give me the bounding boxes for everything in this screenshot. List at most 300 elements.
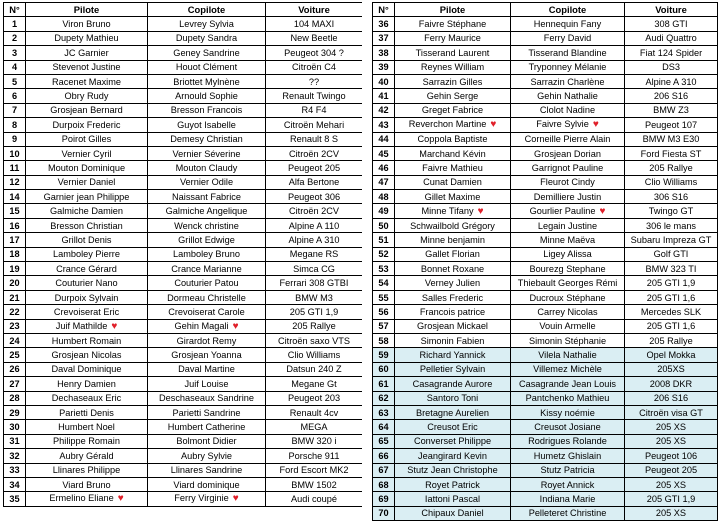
cell-copilot-text: Girardot Remy [176, 335, 237, 346]
cell-pilot [395, 175, 511, 189]
cell-number [4, 218, 26, 232]
cell-copilot [511, 449, 625, 463]
cell-car [625, 233, 718, 247]
cell-pilot-text: Stutz Jean Christophe [407, 465, 498, 476]
cell-number-text: 58 [378, 335, 389, 346]
cell-pilot [395, 204, 511, 218]
cell-car-text: Subaru Impreza GT [630, 234, 712, 245]
cell-copilot [511, 477, 625, 491]
cell-copilot [511, 305, 625, 319]
cell-car-text: 205 GTI 1,6 [646, 292, 696, 303]
cell-number [4, 190, 26, 204]
cell-pilot-text: Bretagne Aurelien [415, 407, 490, 418]
cell-pilot [26, 420, 148, 434]
cell-number-text: 61 [378, 378, 389, 389]
cell-number [373, 434, 395, 448]
heart-icon: ♥ [599, 205, 606, 217]
table-row [4, 118, 363, 132]
cell-car-text: 205 GTI 1,9 [289, 306, 339, 317]
cell-car-text: Opel Mokka [646, 350, 696, 361]
cell-copilot-text: Tisserand Blandine [528, 47, 607, 58]
cell-copilot-text: Crevoiserat Carole [168, 306, 245, 317]
table-body-left [4, 17, 363, 506]
cell-number [373, 89, 395, 103]
cell-car [266, 103, 363, 117]
table-row [4, 348, 363, 362]
table-row [373, 204, 718, 218]
cell-number [4, 247, 26, 261]
cell-copilot-text: Grillot Edwige [178, 234, 235, 245]
cell-copilot [511, 391, 625, 405]
cell-pilot [395, 132, 511, 146]
table-row [4, 477, 363, 491]
cell-copilot [148, 305, 266, 319]
cell-copilot [148, 492, 266, 506]
cell-copilot [511, 118, 625, 132]
cell-car [625, 449, 718, 463]
cell-copilot-text: Minne Maëva [539, 234, 596, 245]
cell-pilot-text: Bresson Christian [50, 220, 123, 231]
cell-pilot [26, 319, 148, 333]
cell-copilot [511, 492, 625, 506]
cell-number-text: 16 [9, 220, 20, 231]
cell-number-text: 46 [378, 162, 389, 173]
cell-car-text: BMW 320 i [291, 436, 337, 447]
cell-copilot-text: Mouton Claudy [175, 162, 238, 173]
cell-pilot-text: Aubry Gérald [59, 450, 114, 461]
cell-number-text: 65 [378, 436, 389, 447]
table-body-right [373, 17, 718, 521]
cell-copilot-text: Hennequin Fany [533, 19, 602, 30]
table-row [373, 420, 718, 434]
cell-pilot-text: Schwailbold Grégory [410, 220, 495, 231]
cell-number [373, 103, 395, 117]
cell-pilot [395, 463, 511, 477]
table-row [4, 492, 363, 506]
cell-copilot-text: Couturier Patou [174, 278, 239, 289]
cell-copilot [148, 204, 266, 218]
cell-car-text: New Beetle [290, 33, 338, 44]
heart-icon: ♥ [232, 493, 239, 505]
table-row [4, 46, 363, 60]
cell-number [373, 463, 395, 477]
cell-car [266, 276, 363, 290]
cell-pilot-text: Llinares Philippe [52, 465, 121, 476]
cell-car-text: 205 XS [655, 508, 687, 519]
heart-icon: ♥ [477, 205, 484, 217]
cell-pilot [26, 290, 148, 304]
cell-car [625, 247, 718, 261]
cell-copilot-text: Houot Clément [175, 62, 238, 73]
cell-car [625, 333, 718, 347]
cell-number-text: 7 [11, 105, 18, 116]
cell-pilot [26, 204, 148, 218]
cell-pilot-text: Jeangirard Kevin [418, 450, 487, 461]
cell-car [625, 146, 718, 160]
cell-copilot-text: Guyot Isabelle [177, 119, 236, 130]
cell-pilot [395, 319, 511, 333]
cell-copilot-text: Vilela Nathalie [538, 350, 597, 361]
table-row [4, 60, 363, 74]
cell-pilot [26, 262, 148, 276]
table-row [373, 477, 718, 491]
cell-number [373, 146, 395, 160]
cell-car-text: 2008 DKR [649, 378, 693, 389]
cell-copilot-text: Vernier Séverine [172, 148, 241, 159]
cell-number-text: 37 [378, 33, 389, 44]
cell-car-text: Alpine A 310 [288, 234, 340, 245]
table-row [373, 333, 718, 347]
cell-number-text: 57 [378, 321, 389, 332]
cell-copilot [148, 31, 266, 45]
cell-pilot [26, 247, 148, 261]
table-row [373, 146, 718, 160]
cell-pilot-text: Parietti Denis [59, 407, 114, 418]
cell-number [4, 175, 26, 189]
cell-car-text: 206 S16 [653, 393, 689, 404]
cell-copilot-text: Llinares Sandrine [170, 465, 243, 476]
cell-copilot-text: Crance Marianne [171, 263, 242, 274]
cell-number-text: 20 [9, 278, 20, 289]
cell-number-text: 47 [378, 177, 389, 188]
table-row [373, 305, 718, 319]
cell-copilot [148, 103, 266, 117]
cell-car [625, 103, 718, 117]
cell-car [266, 204, 363, 218]
cell-car [625, 492, 718, 506]
cell-car [625, 118, 718, 132]
cell-number [373, 190, 395, 204]
cell-pilot [26, 218, 148, 232]
cell-number-text: 1 [11, 19, 18, 30]
cell-number-text: 3 [11, 47, 18, 58]
cell-pilot-text: Gallet Florian [425, 249, 480, 260]
cell-pilot-text: Marchand Kévin [419, 148, 486, 159]
cell-car [266, 17, 363, 31]
cell-car [625, 175, 718, 189]
cell-number-text: 64 [378, 422, 389, 433]
cell-copilot [148, 89, 266, 103]
table-row [373, 449, 718, 463]
cell-copilot-text: Daval Martine [178, 364, 235, 375]
cell-car-text: Citroën 2CV [288, 206, 340, 217]
cell-copilot [511, 204, 625, 218]
cell-copilot [148, 449, 266, 463]
cell-pilot-text: Poirot Gilles [61, 134, 112, 145]
cell-pilot [26, 103, 148, 117]
table-row [4, 74, 363, 88]
cell-pilot [26, 463, 148, 477]
table-row [373, 319, 718, 333]
cell-pilot-text: Durpoix Sylvain [54, 292, 119, 303]
cell-copilot [148, 362, 266, 376]
cell-car [266, 362, 363, 376]
cell-number-text: 15 [9, 206, 20, 217]
cell-pilot-text: Dupety Mathieu [54, 33, 119, 44]
cell-pilot-text: Salles Frederic [421, 292, 484, 303]
cell-car-text: BMW Z3 [653, 105, 689, 116]
cell-car-text: Peugeot 203 [287, 393, 341, 404]
table-row [373, 362, 718, 376]
table-row [4, 247, 363, 261]
cell-number-text: 67 [378, 465, 389, 476]
table-row [4, 362, 363, 376]
cell-pilot-text: Iattoni Pascal [424, 493, 481, 504]
cell-number-text: 59 [378, 350, 389, 361]
cell-pilot-text: Cunat Damien [423, 177, 482, 188]
table-row [373, 290, 718, 304]
header-car: Voiture [266, 3, 363, 17]
cell-car [266, 89, 363, 103]
cell-number-text: 35 [9, 493, 20, 504]
cell-car-text: 104 MAXI [293, 19, 335, 30]
cell-number-text: 38 [378, 47, 389, 58]
cell-pilot [26, 434, 148, 448]
cell-car [266, 449, 363, 463]
cell-car-text: 205XS [657, 364, 685, 375]
cell-car [625, 348, 718, 362]
column-gap [362, 0, 372, 507]
table-header-row [373, 3, 718, 17]
cell-number [373, 60, 395, 74]
cell-number [373, 348, 395, 362]
table-row [373, 17, 718, 31]
heart-icon: ♥ [117, 493, 124, 505]
cell-copilot [148, 405, 266, 419]
cell-pilot-text: Stevenot Justine [52, 62, 121, 73]
cell-pilot-text: Ermelino Eliane [49, 493, 114, 504]
cell-number-text: 2 [11, 33, 18, 44]
cell-copilot [511, 132, 625, 146]
cell-car-text: BMW 323 TI [645, 263, 697, 274]
cell-pilot-text: Verney Julien [424, 278, 481, 289]
cell-copilot-text: Creusot Josiane [534, 422, 601, 433]
cell-number [373, 31, 395, 45]
table-row [4, 233, 363, 247]
cell-pilot-text: Vernier Daniel [57, 177, 116, 188]
table-row [373, 118, 718, 132]
cell-pilot [26, 276, 148, 290]
cell-pilot [395, 449, 511, 463]
cell-pilot-text: Minne benjamin [420, 234, 485, 245]
cell-number-text: 53 [378, 263, 389, 274]
cell-copilot [511, 161, 625, 175]
cell-number-text: 33 [9, 465, 20, 476]
table-row [373, 103, 718, 117]
cell-pilot-text: Henry Damien [57, 378, 116, 389]
cell-copilot [148, 17, 266, 31]
cell-car-text: 206 S16 [653, 91, 689, 102]
cell-pilot [395, 262, 511, 276]
cell-pilot-text: Crevoiserat Eric [53, 306, 120, 317]
cell-car [266, 377, 363, 391]
cell-number-text: 28 [9, 393, 20, 404]
cell-pilot [26, 405, 148, 419]
cell-copilot [511, 333, 625, 347]
cell-pilot-text: Grosjean Bernard [50, 105, 123, 116]
cell-car-text: Renault 4cv [289, 407, 339, 418]
cell-number [4, 305, 26, 319]
cell-pilot [395, 434, 511, 448]
cell-car [266, 46, 363, 60]
cell-car-text: 306 S16 [653, 191, 689, 202]
cell-number-text: 70 [378, 508, 389, 519]
cell-copilot [511, 89, 625, 103]
cell-copilot-text: Stutz Patricia [540, 465, 595, 476]
cell-copilot-text: Lamboley Bruno [173, 249, 240, 260]
cell-car [625, 89, 718, 103]
cell-car-text: Porsche 911 [288, 450, 340, 461]
cell-number-text: 8 [11, 119, 18, 130]
cell-copilot-text: Sarrazin Charlène [530, 76, 605, 87]
cell-copilot-text: Gourlier Pauline [529, 205, 596, 216]
cell-copilot-text: Grosjean Dorian [534, 148, 601, 159]
cell-car-text: Fiat 124 Spider [639, 47, 703, 58]
cell-pilot [395, 161, 511, 175]
header-copilot: Copilote [511, 3, 625, 17]
cell-pilot [26, 305, 148, 319]
cell-car-text: Citroën Mehari [283, 119, 345, 130]
cell-pilot [26, 161, 148, 175]
cell-pilot [26, 391, 148, 405]
cell-number-text: 22 [9, 306, 20, 317]
heart-icon: ♥ [111, 320, 118, 332]
cell-number [4, 132, 26, 146]
cell-number-text: 41 [378, 91, 389, 102]
table-row [4, 333, 363, 347]
cell-number-text: 26 [9, 364, 20, 375]
cell-car-text: Peugeot 107 [644, 119, 698, 130]
cell-number [4, 449, 26, 463]
cell-car [625, 405, 718, 419]
cell-number-text: 42 [378, 105, 389, 116]
cell-car [625, 218, 718, 232]
cell-copilot [148, 434, 266, 448]
cell-number-text: 51 [378, 234, 389, 245]
cell-copilot-text: Vernier Odile [179, 177, 234, 188]
cell-copilot-text: Grosjean Yoanna [171, 350, 242, 361]
cell-number [4, 333, 26, 347]
cell-car [625, 190, 718, 204]
cell-pilot-text: Faivre Stéphane [418, 19, 487, 30]
cell-copilot-text: Ligey Alissa [543, 249, 592, 260]
cell-pilot [26, 492, 148, 506]
cell-copilot-text: Wenck christine [174, 220, 239, 231]
cell-number [373, 506, 395, 520]
cell-pilot-text: Santoro Toni [426, 393, 479, 404]
cell-car-text: BMW 1502 [291, 479, 337, 490]
cell-car-text: MEGA [300, 422, 328, 433]
cell-number [373, 262, 395, 276]
cell-number [373, 333, 395, 347]
cell-number-text: 50 [378, 220, 389, 231]
cell-copilot [511, 290, 625, 304]
cell-copilot-text: Garrignot Pauline [531, 162, 604, 173]
table-row [4, 463, 363, 477]
cell-pilot-text: Reynes William [420, 62, 485, 73]
cell-car-text: Clio Williams [644, 177, 698, 188]
cell-pilot-text: Minne Tifany [421, 205, 474, 216]
cell-copilot-text: Demesy Christian [170, 134, 243, 145]
cell-car [266, 477, 363, 491]
cell-number [373, 218, 395, 232]
cell-number [373, 477, 395, 491]
cell-car-text: Alpine A 310 [645, 76, 697, 87]
cell-pilot-text: Coppola Baptiste [417, 134, 488, 145]
cell-copilot [511, 190, 625, 204]
table-row [4, 175, 363, 189]
cell-number-text: 54 [378, 278, 389, 289]
cell-pilot-text: Juif Mathilde [55, 320, 108, 331]
cell-pilot [395, 218, 511, 232]
table-row [4, 262, 363, 276]
cell-copilot [511, 233, 625, 247]
cell-pilot-text: Greget Fabrice [421, 105, 484, 116]
cell-car [625, 506, 718, 520]
cell-copilot [511, 247, 625, 261]
cell-pilot [26, 175, 148, 189]
cell-number [4, 420, 26, 434]
cell-copilot-text: Kissy noémie [540, 407, 595, 418]
table-row [4, 391, 363, 405]
table-row [373, 74, 718, 88]
cell-car-text: Citroën saxo VTS [278, 335, 350, 346]
cell-copilot [148, 218, 266, 232]
cell-copilot [148, 276, 266, 290]
cell-pilot [26, 146, 148, 160]
cell-number [373, 449, 395, 463]
cell-pilot-text: JC Garnier [64, 47, 109, 58]
table-row [373, 262, 718, 276]
cell-pilot-text: Richard Yannick [419, 350, 486, 361]
cell-car-text: Clio Williams [287, 350, 341, 361]
cell-copilot-text: Clolot Nadine [539, 105, 596, 116]
cell-car [625, 434, 718, 448]
cell-pilot-text: Grosjean Mickael [417, 321, 488, 332]
cell-number-text: 68 [378, 479, 389, 490]
cell-copilot-text: Arnould Sophie [175, 91, 238, 102]
cell-copilot [511, 146, 625, 160]
cell-copilot-text: Rodrigues Rolande [528, 436, 607, 447]
cell-car [266, 434, 363, 448]
cell-car-text: 308 GTI [654, 19, 688, 30]
cell-number [4, 348, 26, 362]
cell-number [4, 492, 26, 506]
cell-car [266, 333, 363, 347]
cell-number [373, 362, 395, 376]
cell-pilot [26, 348, 148, 362]
cell-car [625, 74, 718, 88]
cell-copilot [148, 348, 266, 362]
cell-pilot [395, 276, 511, 290]
cell-copilot-text: Gehin Magali [174, 320, 229, 331]
cell-pilot-text: Francois patrice [419, 306, 486, 317]
cell-pilot-text: Humbert Romain [51, 335, 122, 346]
cell-copilot-text: Simonin Stéphanie [528, 335, 607, 346]
cell-pilot [395, 420, 511, 434]
cell-copilot-text: Bolmont Didier [176, 436, 237, 447]
cell-pilot [395, 348, 511, 362]
cell-pilot-text: Ferry Maurice [424, 33, 481, 44]
cell-number-text: 27 [9, 378, 20, 389]
table-row [4, 146, 363, 160]
cell-copilot-text: Parietti Sandrine [172, 407, 241, 418]
cell-pilot-text: Galmiche Damien [49, 206, 123, 217]
cell-pilot-text: Durpoix Frederic [52, 119, 121, 130]
table-row [4, 319, 363, 333]
cell-car-text: BMW M3 E30 [642, 134, 700, 145]
cell-pilot [395, 60, 511, 74]
